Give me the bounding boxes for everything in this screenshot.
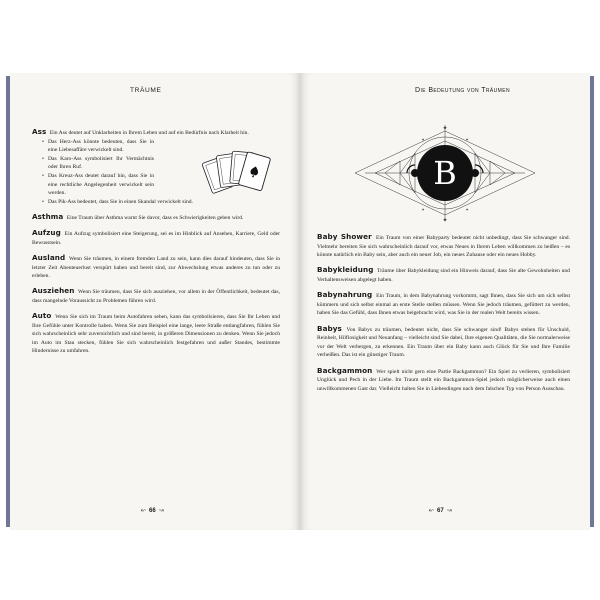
left-running-head: TRÄUME bbox=[130, 87, 162, 94]
svg-text:✦: ✦ bbox=[421, 207, 425, 212]
list-item: • Das Pik-Ass bedeutet, dass Sie in einen Skandal verwickelt sind. bbox=[42, 198, 262, 207]
svg-text:✦: ✦ bbox=[465, 137, 469, 142]
right-page-number bbox=[426, 507, 455, 514]
left-page-content bbox=[32, 128, 280, 363]
right-page-content bbox=[317, 233, 570, 400]
left-page-number bbox=[138, 507, 167, 514]
entry-text: Eine Traum über Asthma warnt Sie davor, dass es Schwierigkeiten geben wird. bbox=[66, 214, 244, 221]
entry-ass bbox=[32, 128, 280, 206]
svg-text:✦: ✦ bbox=[442, 217, 448, 223]
entry-text: Wer spielt nicht gern eine Partie Backgammon? Ein Spiel zu verlieren, symbolisiert Unglück und Pech in der Liebe. Im Traum stellt ein Backgammon-Spiel jedoch möglicherweise auch einen unwillkommenen Gast dar. Vielleicht halten Sie in Liebesdingen nach dem falschen Typ von Person Ausschau. bbox=[317, 368, 570, 392]
entry-babykleidung bbox=[317, 266, 570, 284]
ass-suit-list bbox=[32, 138, 154, 198]
entry-asthma bbox=[32, 213, 280, 223]
term-ausziehen: Ausziehen bbox=[32, 286, 75, 296]
term-babynahrung: Babynahrung bbox=[317, 290, 373, 300]
ornament-icon: ↝ bbox=[446, 508, 452, 514]
term-aufzug: Aufzug bbox=[32, 228, 61, 238]
page-edge-right bbox=[590, 76, 594, 527]
emblem-letter: B bbox=[433, 154, 457, 192]
entry-babynahrung bbox=[317, 291, 570, 318]
entry-auto bbox=[32, 312, 280, 356]
term-babykleidung: Babykleidung bbox=[317, 265, 374, 275]
right-page bbox=[300, 73, 590, 530]
letter-b-emblem bbox=[345, 123, 545, 223]
term-ass: Ass bbox=[32, 127, 47, 136]
entry-baby-shower bbox=[317, 233, 570, 260]
entry-text: Wenn Sie träumen, dass Sie sich ausziehen, vor allem in der Öffentlichkeit, bedeutet das, dass mangelnde Voraussicht zu Problemen führen wird. bbox=[32, 289, 280, 304]
term-auto: Auto bbox=[32, 311, 52, 321]
list-item: • Das Karo-Ass symbolisiert Ihr Vermächtnis oder Ihren Ruf. bbox=[42, 155, 154, 172]
entry-ausziehen bbox=[32, 287, 280, 305]
svg-text:✦: ✦ bbox=[465, 207, 469, 212]
entry-text: Von Babys zu träumen, bedeutet nicht, dass Sie schwanger sind! Babys stehen für Unschuld, Reinheit, Hilflosigkeit und Neuanfang – vielleicht sind Sie dabei, Ihre eigenen Qualitäten, die Sie normalerweise vor der Welt verbergen, zu erkennen. Ein Traum über ein Baby kann auch Glück für Sie und Ihre Familie verheißen. Das ist ein günstiger Traum. bbox=[317, 326, 570, 359]
ornament-icon: ↝ bbox=[158, 508, 164, 514]
ornament-icon: ↜ bbox=[141, 508, 147, 514]
left-page bbox=[10, 73, 300, 530]
entry-ass-intro bbox=[32, 128, 280, 138]
ornament-icon: ↜ bbox=[429, 508, 435, 514]
entry-text: Ein Aufzug symbolisiert eine Steigerung, sei es im Hinblick auf Ansehen, Karriere, Geld oder Bewusstsein. bbox=[32, 231, 280, 246]
entry-ausland bbox=[32, 254, 280, 281]
book-spread bbox=[10, 73, 590, 530]
term-babys: Babys bbox=[317, 323, 342, 333]
entry-text: Ein Traum von einer Babyparty bedeutet nicht unbedingt, dass Sie schwanger sind. Vielmehr bereiten Sie sich wahrscheinlich darauf vor, etwas Neues in Ihrem Leben willkommen zu heißen – es könnte natürlich ein Baby sein, aber auch ein neuer Job, ein neues Zuhause oder ein neues Hobby. bbox=[317, 235, 570, 259]
term-ausland: Ausland bbox=[32, 252, 66, 262]
term-baby-shower: Baby Shower bbox=[317, 232, 372, 241]
svg-text:✦: ✦ bbox=[421, 137, 425, 142]
page-number-text: 67 bbox=[437, 508, 444, 514]
term-backgammon: Backgammon bbox=[317, 365, 373, 375]
list-item: • Das Kreuz-Ass deutet darauf hin, dass Sie in eine rechtliche Angelegenheit verwickelt sein werden. bbox=[42, 172, 154, 198]
entry-text: Wenn Sie sich im Traum beim Autofahren sehen, kann das symbolisieren, dass Sie Ihr Leben und Ihre Gefühle unter Kontrolle haben. Wenn Sie zum Beispiel eine lange, leere Straße entlangfahren, fühlen Sie sich wahrscheinlich sehr zuversichtlich und sind bereit, in größeren Dimensionen zu denken. Wenn Sie jedoch im Auto im Stau stecken, fühlen Sie sich wahrscheinlich festgefahren und außer Standes, bestimmte Hindernisse zu umfahren. bbox=[32, 314, 280, 355]
entry-babys bbox=[317, 325, 570, 360]
entry-text: Ein Traum, in dem Babynahrung vorkommt, sagt Ihnen, dass Sie sich um sich selbst kümmern und sich selbst einmal an erste Stelle stellen müssen. Wenn Sie jedoch träumen, gefüttert zu werden, haben Sie das Gefühl, dass Ihnen etwas beigebracht wird, was Sie in der realen Welt bereits wissen. bbox=[317, 293, 570, 317]
term-asthma: Asthma bbox=[32, 211, 64, 221]
right-running-head: Die Bedeutung von Träumen bbox=[415, 87, 510, 94]
page-number-text: 66 bbox=[149, 508, 156, 514]
list-item: • Das Herz-Ass könnte bedeuten, dass Sie in eine Liebesaffäre verwickelt sind. bbox=[42, 138, 154, 155]
entry-text: Träume über Babykleidung sind ein Hinweis darauf, dass Sie alte Gewohnheiten und Verhaltensweisen abgelegt haben. bbox=[317, 268, 570, 283]
svg-text:✦: ✦ bbox=[442, 125, 448, 132]
entry-aufzug bbox=[32, 229, 280, 247]
entry-backgammon bbox=[317, 367, 570, 394]
entry-text: Wenn Sie träumen, in einem fremden Land zu sein, kann dies darauf hindeuten, dass Sie in letzter Zeit Abenteuerlust verspürt haben und bereit sind, zur Abwechslung etwas anderes zu tun oder zu erleben. bbox=[32, 255, 280, 280]
playing-cards-illustration bbox=[202, 144, 272, 204]
ass-intro-text: Ein Ass deutet auf Unklarheiten in Ihrem Leben und auf ein Bedürfnis nach Klarheit hin. bbox=[49, 130, 249, 136]
